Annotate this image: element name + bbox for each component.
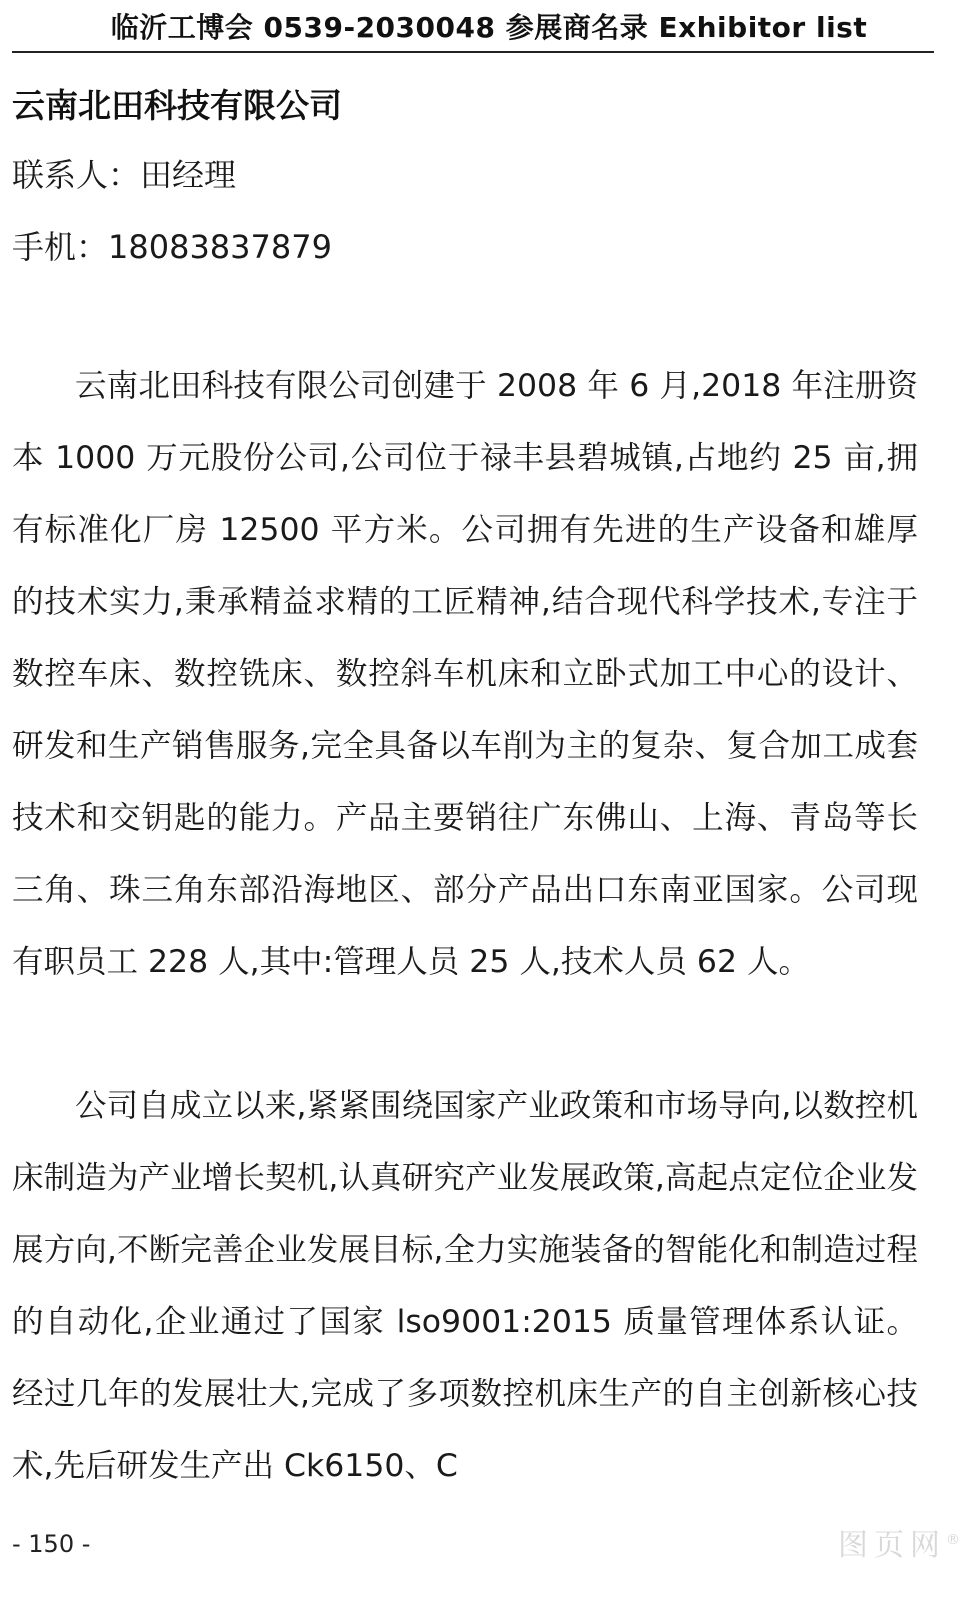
company-description-paragraph-2: 公司自成立以来,紧紧围绕国家产业政策和市场导向,以数控机床制造为产业增长契机,认真研究产业发展政策,高起点定位企业发展方向,不断完善企业发展目标,全力实施装备的智能化和制造过程的自动化,企业通过了国家 lso9001:2015 质量管理体系认证。经过几年的发展壮大,完成了多项数控机床生产的自主创新核心技术,先后研发生产出 Ck6150、C: [12, 1088, 918, 1484]
header-divider: [12, 51, 934, 53]
watermark-text: 图页网: [838, 1528, 946, 1563]
company-name: 云南北田科技有限公司: [12, 86, 342, 125]
page-header-title: 临沂工博会 0539-2030048 参展商名录 Exhibitor list: [110, 11, 868, 44]
mobile-number: 手机：18083837879: [12, 228, 332, 266]
watermark-logo: [838, 1520, 960, 1564]
page-number: - 150 -: [12, 1530, 91, 1558]
company-description-paragraph-1: 云南北田科技有限公司创建于 2008 年 6 月,2018 年注册资本 1000 万元股份公司,公司位于禄丰县碧城镇,占地约 25 亩,拥有标准化厂房 12500 平方米。公司拥有先进的生产设备和雄厚的技术实力,秉承精益求精的工匠精神,结合现代科学技术,专注于数控车床、数控铣床、数控斜车机床和立卧式加工中心的设计、研发和生产销售服务,完全具备以车削为主的复杂、复合加工成套技术和交钥匙的能力。产品主要销往广东佛山、上海、青岛等长三角、珠三角东部沿海地区、部分产品出口东南亚国家。公司现有职员工 228 人,其中:管理人员 25 人,技术人员 62 人。: [12, 368, 918, 980]
registered-mark: ®: [946, 1532, 960, 1548]
contact-person: 联系人：田经理: [12, 156, 237, 194]
